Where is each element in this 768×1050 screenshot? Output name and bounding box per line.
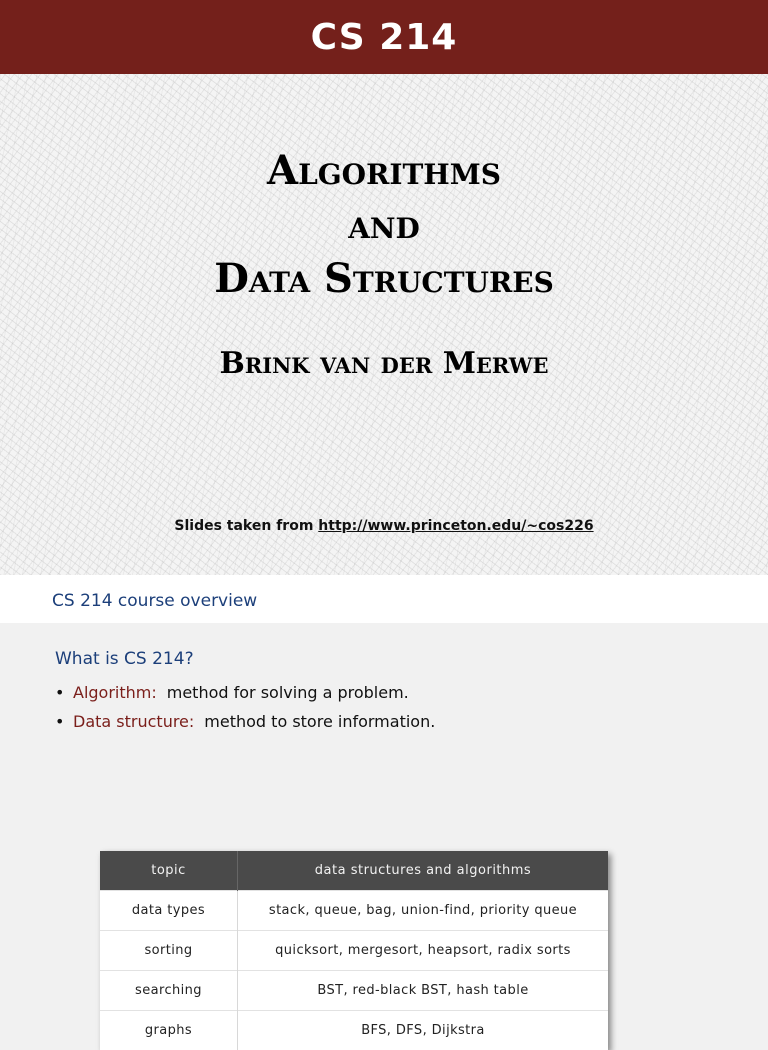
title-line-3: Data Structures [0,252,768,306]
credit-link[interactable]: http://www.princeton.edu/~cos226 [318,518,593,534]
list-item [55,707,435,736]
credit-prefix: Slides taken from [174,518,313,534]
topics-table [100,851,608,1050]
bullet-icon: • [55,707,73,736]
table-row [100,891,608,931]
table-cell-topic: graphs [100,1011,238,1050]
table-cell-algorithms: stack, queue, bag, union-find, priority queue [238,891,609,931]
author-name: Brink van der Merwe [0,346,768,381]
title-line-1: Algorithms [0,144,768,198]
section-bar [0,575,768,623]
list-item [55,678,435,707]
table-cell-algorithms: BFS, DFS, Dijkstra [238,1011,609,1050]
bullet-icon: • [55,678,73,707]
table-row [100,971,608,1011]
title-line-2: and [0,198,768,252]
table-cell-topic: data types [100,891,238,931]
table-cell-algorithms: quicksort, mergesort, heapsort, radix sorts [238,931,609,971]
definition-data-structure: method to store information. [204,712,435,731]
term-algorithm: Algorithm: [73,683,157,702]
column-header-topic: topic [100,851,238,891]
table-row [100,1011,608,1050]
definition-list [55,678,435,736]
definition-algorithm: method for solving a problem. [167,683,409,702]
course-code-title: CS 214 [311,17,458,58]
title-slide [0,74,768,575]
slide-main-title [0,144,768,306]
table-cell-topic: searching [100,971,238,1011]
slides-credit [0,518,768,534]
table-row [100,931,608,971]
table-cell-topic: sorting [100,931,238,971]
section-title: CS 214 course overview [52,591,257,611]
table-cell-algorithms: BST, red-black BST, hash table [238,971,609,1011]
slide-header [0,0,768,74]
table-header-row [100,851,608,891]
column-header-algorithms: data structures and algorithms [238,851,609,891]
question-heading: What is CS 214? [55,649,194,669]
term-data-structure: Data structure: [73,712,194,731]
